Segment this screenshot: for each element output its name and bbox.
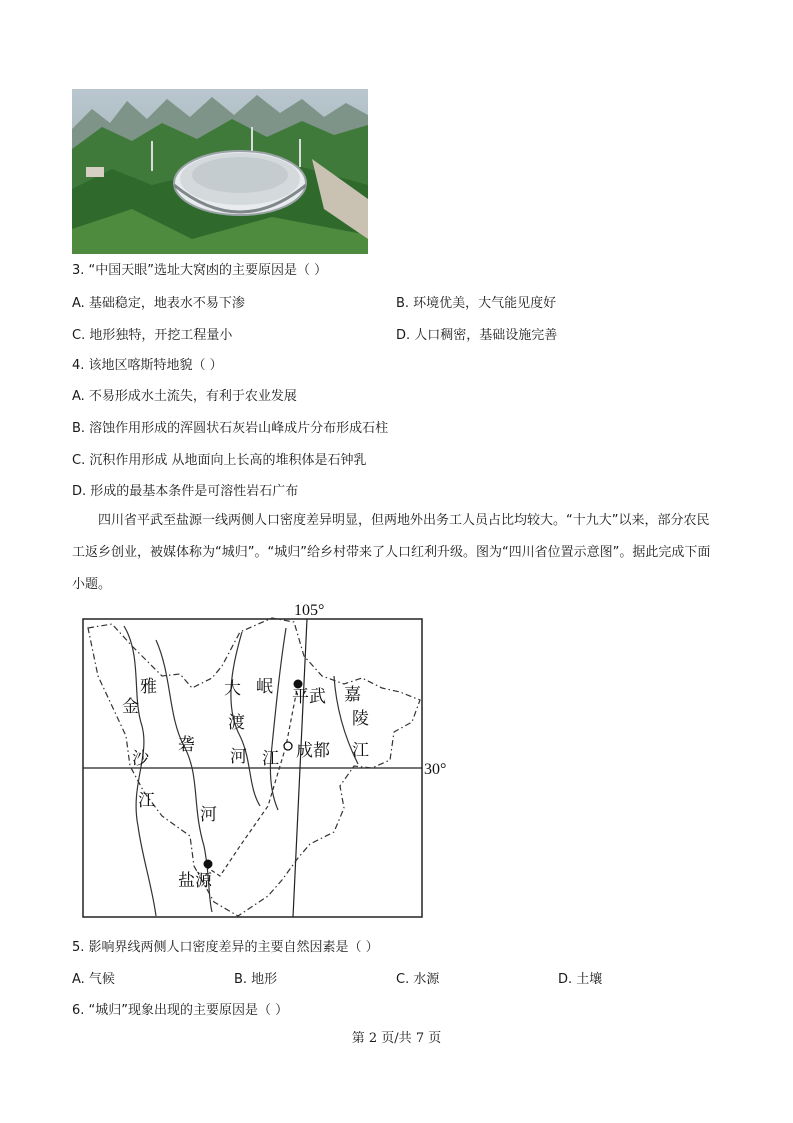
yanyuan-dot: [204, 860, 213, 869]
label-jiang3: 江: [352, 741, 369, 760]
q4-stem: 4. 该地区喀斯特地貌（ ）: [72, 358, 223, 373]
label-jia: 嘉: [344, 685, 361, 704]
longitude-label: 105°: [294, 602, 325, 619]
sichuan-location-map: [72, 596, 462, 926]
label-ling: 陵: [352, 709, 369, 728]
q5-option-a[interactable]: A. 气候: [72, 972, 115, 987]
map-svg: [72, 596, 462, 926]
q5-option-c[interactable]: C. 水源: [396, 972, 440, 987]
label-ya: 雅: [140, 677, 157, 696]
label-min: 岷: [256, 677, 273, 696]
q4-option-b[interactable]: B. 溶蚀作用形成的浑圆状石灰岩山峰成片分布形成石柱: [72, 421, 389, 436]
label-da: 大: [224, 679, 241, 698]
label-he2: 河: [230, 747, 247, 766]
q3-option-a[interactable]: A. 基础稳定，地表水不易下渗: [72, 296, 245, 311]
label-he1: 河: [200, 805, 217, 824]
pingwu-yanyuan-divide: [208, 684, 298, 876]
label-jin: 金: [122, 697, 139, 716]
q5-stem: 5. 影响界线两侧人口密度差异的主要自然因素是（ ）: [72, 940, 379, 955]
q4-option-d[interactable]: D. 形成的最基本条件是可溶性岩石广布: [72, 484, 299, 499]
q3-stem: 3. “中国天眼”选址大窝凼的主要原因是（ ）: [72, 263, 328, 278]
q6-stem: 6. “城归”现象出现的主要原因是（ ）: [72, 1003, 289, 1018]
q3-option-b[interactable]: B. 环境优美，大气能见度好: [396, 296, 557, 311]
passage: 四川省平武至盐源一线两侧人口密度差异明显，但两地外出务工人员占比均较大。“十九大”以来，部分农民工返乡创业，被媒体称为“城归”。“城归”给乡村带来了人口红利升级。图为“四川省位置示意图”。据此完成下面小题。: [72, 513, 711, 592]
label-sha: 沙: [132, 749, 149, 768]
q4-option-a[interactable]: A. 不易形成水土流失，有利于农业发展: [72, 389, 297, 404]
q3-option-d[interactable]: D. 人口稠密，基础设施完善: [396, 328, 558, 343]
fast-telescope-photo: [72, 89, 368, 254]
q5-option-b[interactable]: B. 地形: [234, 972, 278, 987]
q5-option-d[interactable]: D. 土壤: [558, 972, 603, 987]
jinsha-river: [124, 626, 156, 916]
page-footer: 第 2 页/共 7 页: [351, 1031, 442, 1046]
q4-option-c[interactable]: C. 沉积作用形成 从地面向上长高的堆积体是石钟乳: [72, 453, 367, 468]
label-ruo: 砻: [178, 735, 195, 754]
telescope-illustration: [72, 89, 368, 254]
label-pingwu: 平武: [292, 687, 326, 706]
q3-option-c[interactable]: C. 地形独特，开挖工程量小: [72, 328, 233, 343]
label-jiang1: 江: [138, 791, 155, 810]
label-jiang2: 江: [262, 749, 279, 768]
latitude-label: 30°: [424, 761, 447, 778]
label-yanyuan: 盐源: [178, 871, 212, 890]
min-river: [270, 628, 286, 810]
label-chengdu: 成都: [296, 741, 330, 760]
label-du: 渡: [228, 713, 245, 732]
chengdu-dot: [284, 742, 292, 750]
